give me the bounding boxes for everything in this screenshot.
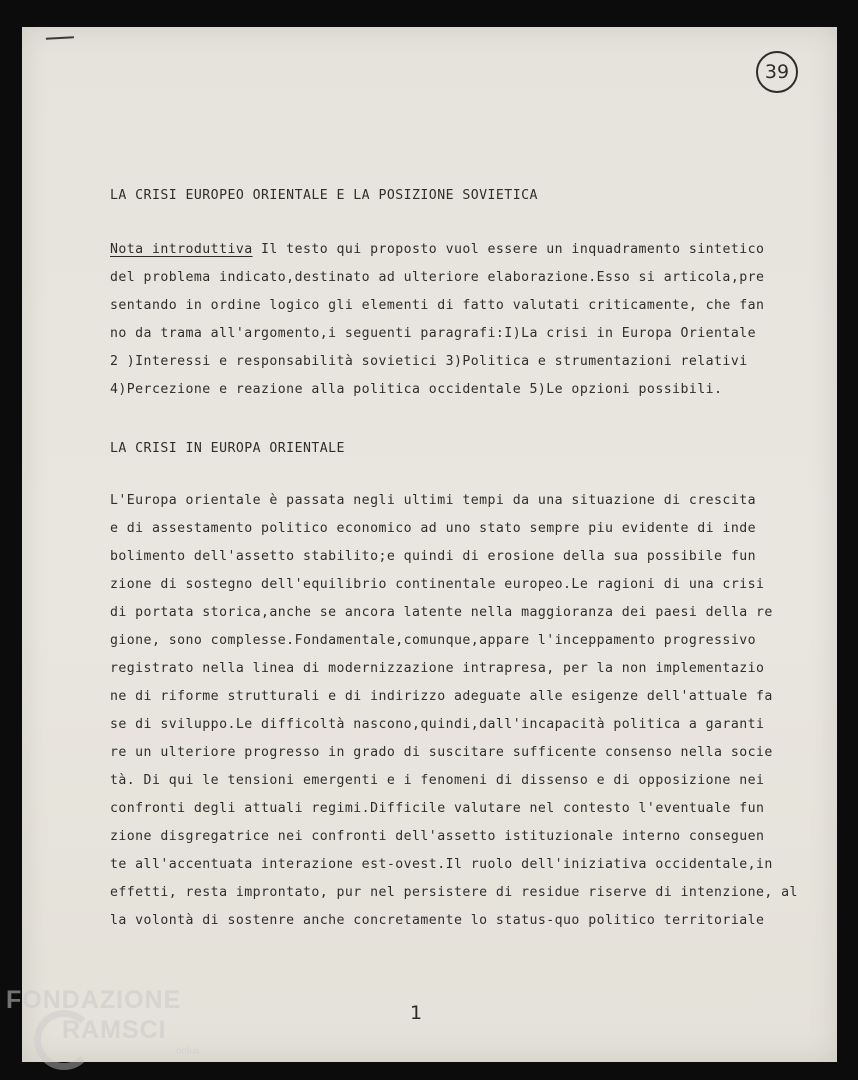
footer-page-number: 1 — [410, 1002, 423, 1024]
section-heading: LA CRISI IN EUROPA ORIENTALE — [110, 441, 345, 456]
body-line: se di sviluppo.Le difficoltà nascono,quindi,dall'incapacità politica a garanti — [110, 717, 765, 732]
body-line: registrato nella linea di modernizzazione intrapresa, per la non implementazio — [110, 661, 765, 676]
intro-line: 4)Percezione e reazione alla politica occidentale 5)Le opzioni possibili. — [110, 382, 723, 397]
intro-line: 2 )Interessi e responsabilità sovietici 3)Politica e strumentazioni relativi — [110, 354, 748, 369]
intro-line: no da trama all'argomento,i seguenti paragrafi:I)La crisi in Europa Orientale — [110, 326, 756, 341]
body-line: zione di sostegno dell'equilibrio continentale europeo.Le ragioni di una crisi — [110, 577, 765, 592]
document-page — [22, 27, 837, 1062]
document-title: LA CRISI EUROPEO ORIENTALE E LA POSIZIONE SOVIETICA — [110, 188, 538, 203]
intro-line-text: Il testo qui proposto vuol essere un inquadramento sintetico — [252, 242, 765, 257]
intro-line: sentando in ordine logico gli elementi di fatto valutati criticamente, che fan — [110, 298, 765, 313]
body-line: di portata storica,anche se ancora latente nella maggioranza dei paesi della re — [110, 605, 773, 620]
body-line: e di assestamento politico economico ad uno stato sempre piu evidente di inde — [110, 521, 756, 536]
pen-mark — [46, 36, 74, 42]
fondazione-gramsci-watermark — [4, 986, 224, 1066]
watermark-suffix: onlus — [176, 1046, 200, 1057]
body-line: ne di riforme strutturali e di indirizzo adeguate alle esigenze dell'attuale fa — [110, 689, 773, 704]
body-line: bolimento dell'assetto stabilito;e quindi di erosione della sua possibile fun — [110, 549, 756, 564]
watermark-line-2: RAMSCI — [62, 1016, 167, 1044]
body-line: effetti, resta improntato, pur nel persistere di residue riserve di intenzione, al — [110, 885, 798, 900]
body-line: confronti degli attuali regimi.Difficile valutare nel contesto l'eventuale fun — [110, 801, 765, 816]
intro-line: del problema indicato,destinato ad ulteriore elaborazione.Esso si articola,pre — [110, 270, 765, 285]
page-stamp: 39 — [756, 51, 798, 93]
watermark-line-1: FONDAZIONE — [6, 986, 182, 1014]
intro-line — [110, 242, 764, 257]
body-line: re un ulteriore progresso in grado di suscitare sufficente consenso nella socie — [110, 745, 773, 760]
body-line: la volontà di sostenre anche concretamente lo status-quo politico territoriale — [110, 913, 765, 928]
body-line: tà. Di qui le tensioni emergenti e i fenomeni di dissenso e di opposizione nei — [110, 773, 765, 788]
intro-label: Nota introduttiva — [110, 242, 253, 257]
body-line: zione disgregatrice nei confronti dell'assetto istituzionale interno conseguen — [110, 829, 765, 844]
body-line: L'Europa orientale è passata negli ultimi tempi da una situazione di crescita — [110, 493, 756, 508]
body-line: gione, sono complesse.Fondamentale,comunque,appare l'inceppamento progressivo — [110, 633, 756, 648]
body-line: te all'accentuata interazione est-ovest.Il ruolo dell'iniziativa occidentale,in — [110, 857, 773, 872]
